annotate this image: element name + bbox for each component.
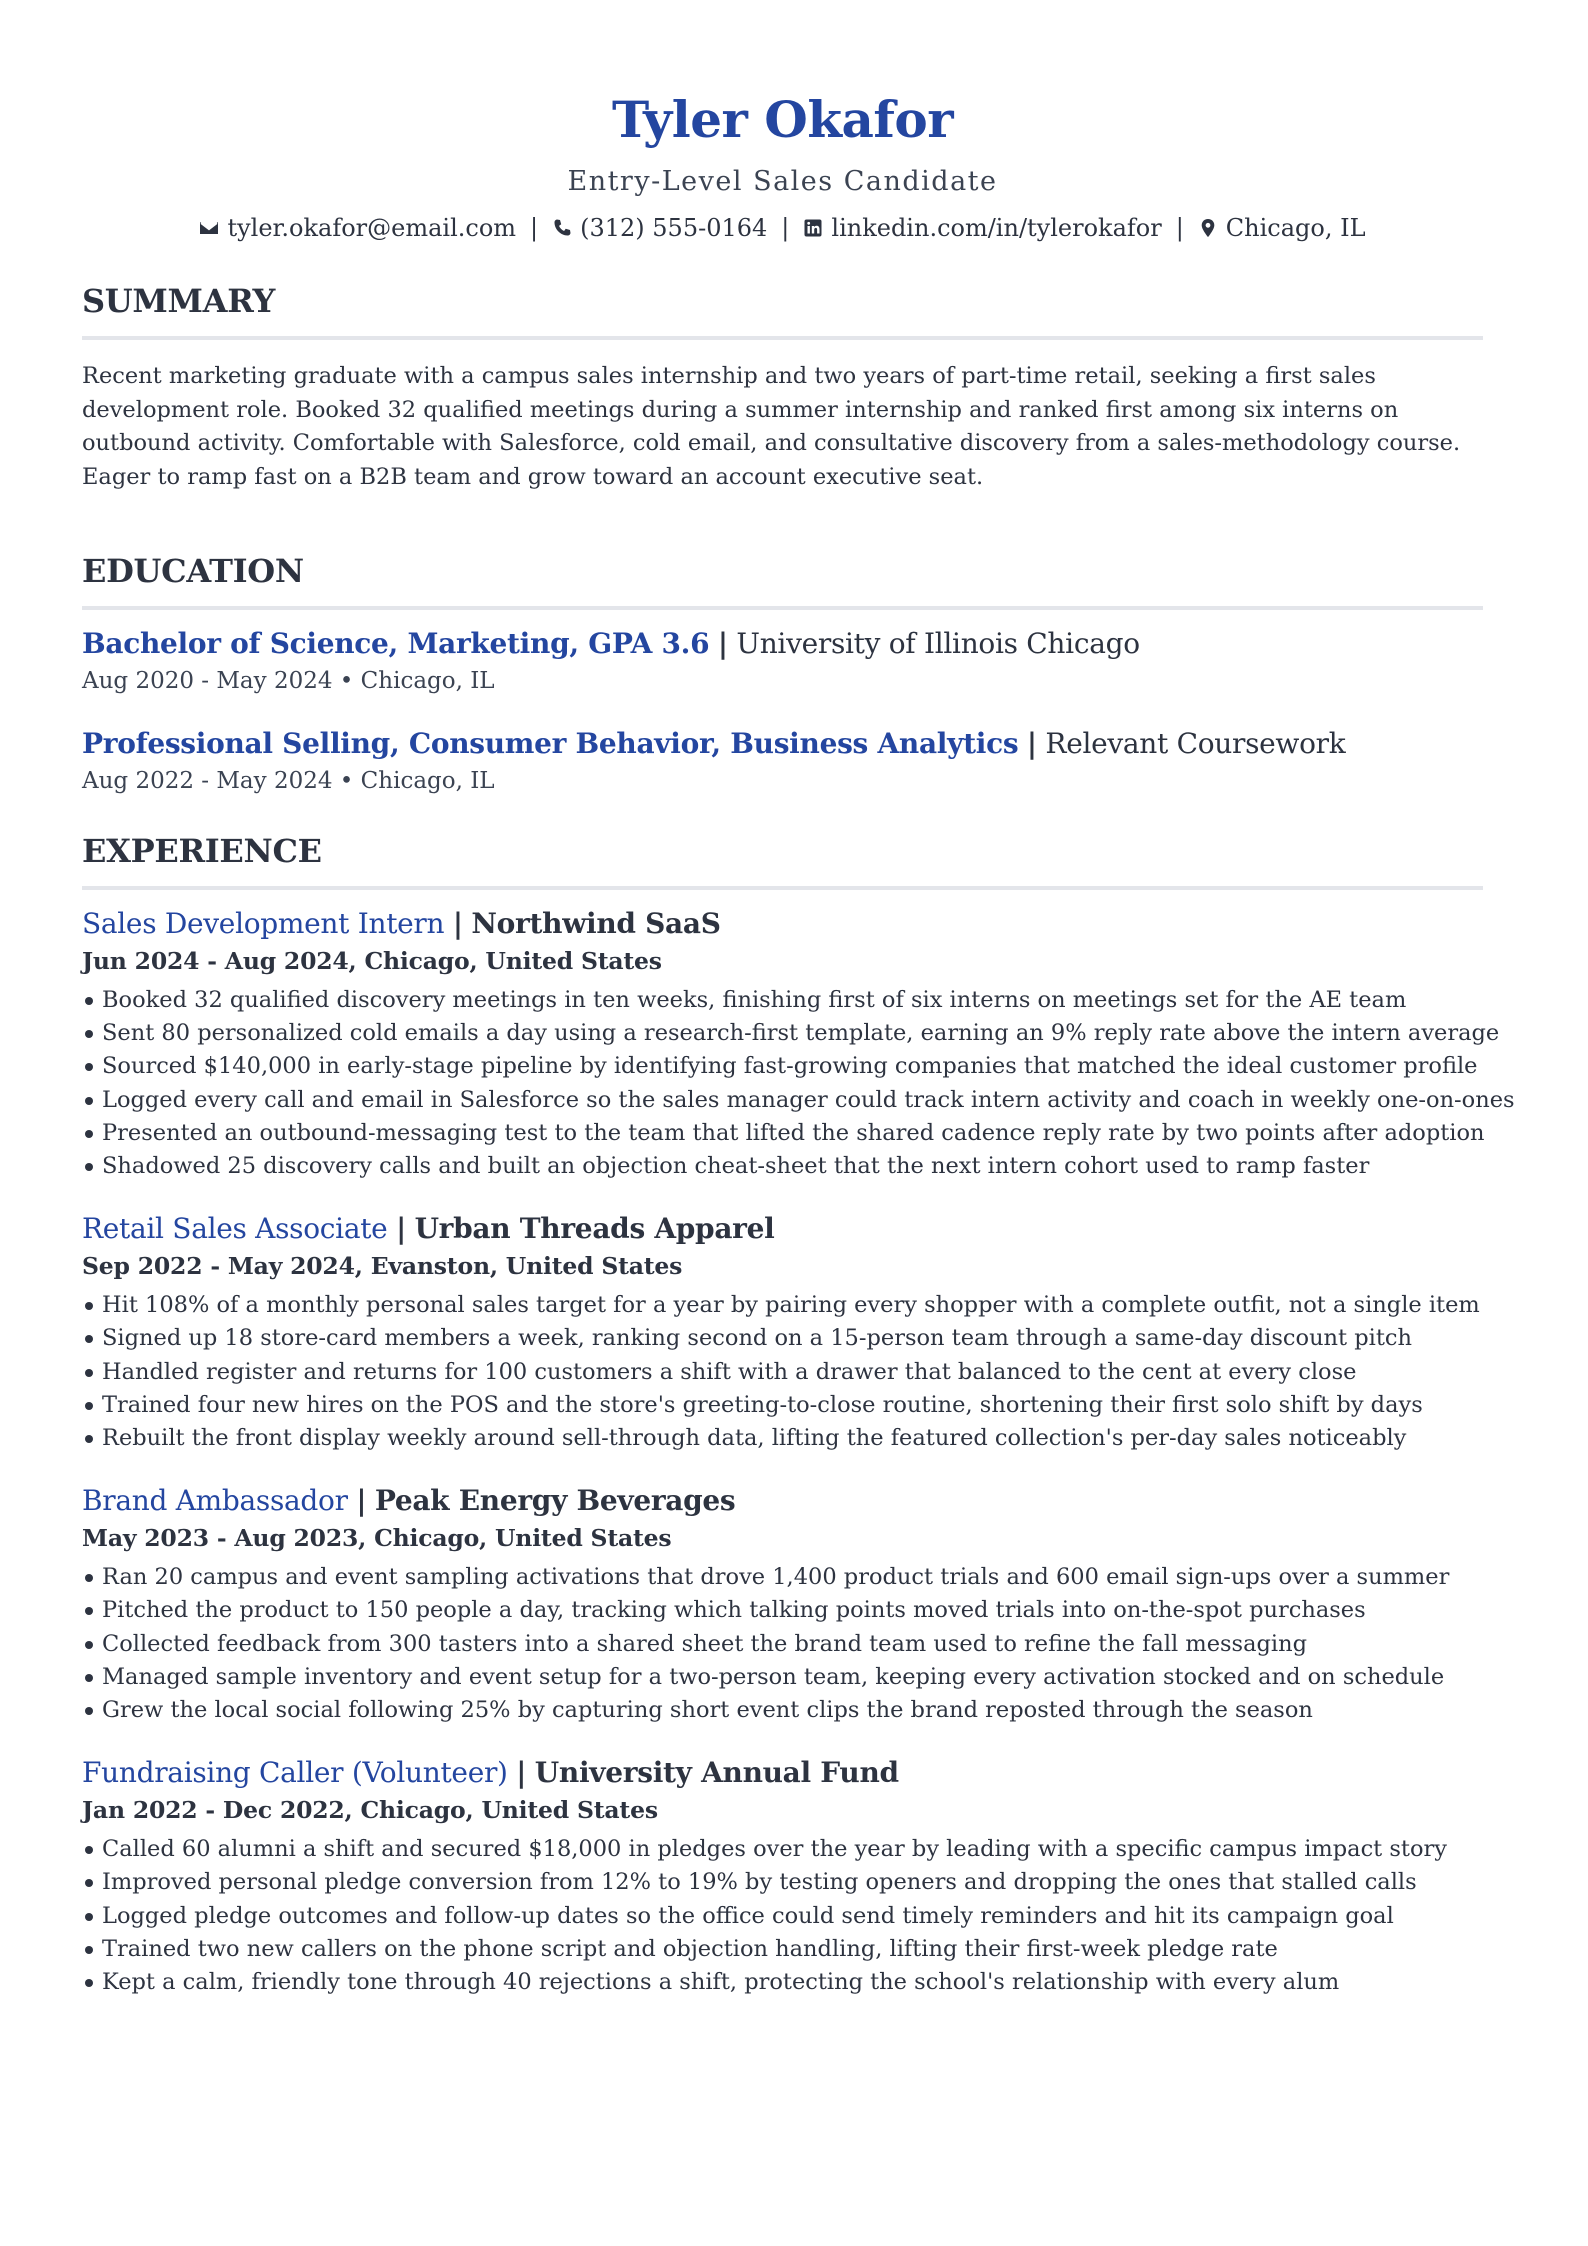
bullet-item: Logged every call and email in Salesforce so the sales manager could track intern activity and coach in weekly one-on-ones — [82, 1084, 1483, 1117]
company-name: Peak Energy Beverages — [374, 1484, 736, 1518]
section-title-education: EDUCATION — [82, 552, 304, 590]
contact-email[interactable] — [199, 210, 516, 246]
company-name: Northwind SaaS — [471, 907, 721, 940]
contact-separator: | — [781, 214, 790, 242]
bullet-item: Sourced $140,000 in early-stage pipeline by identifying fast-growing companies that matched the ideal customer profile — [82, 1050, 1483, 1083]
contact-linkedin-text: linkedin.com/in/tylerokafor — [831, 214, 1162, 242]
bullet-item: Presented an outbound-messaging test to the team that lifted the shared cadence reply rate by two points after adoption — [82, 1117, 1483, 1150]
company-name: Urban Threads Apparel — [414, 1212, 775, 1246]
phone-icon — [552, 218, 572, 238]
bullet-item: Trained four new hires on the POS and the store's greeting-to-close routine, shortening their first solo shift by days — [82, 1389, 1483, 1422]
title-separator: | — [717, 627, 728, 660]
candidate-tagline: Entry-Level Sales Candidate — [567, 166, 998, 197]
job-bullets — [82, 1833, 1483, 1999]
experience-entry — [82, 1209, 1483, 1455]
job-dates-location: Jan 2022 - Dec 2022, Chicago, United States — [82, 1796, 658, 1825]
bullet-item: Sent 80 personalized cold emails a day using a research-first template, earning an 9% reply rate above the intern average — [82, 1017, 1483, 1050]
job-dates-location: Sep 2022 - May 2024, Evanston, United States — [82, 1252, 683, 1281]
bullet-item: Grew the local social following 25% by capturing short event clips the brand reposted through the season — [82, 1694, 1483, 1727]
experience-entry — [82, 1481, 1483, 1727]
job-dates-location: Jun 2024 - Aug 2024, Chicago, United States — [82, 947, 662, 975]
bullet-item: Shadowed 25 discovery calls and built an objection cheat-sheet that the next intern cohort used to ramp faster — [82, 1150, 1483, 1183]
experience-entry-title — [82, 1753, 1483, 1793]
envelope-icon — [199, 218, 219, 238]
section-divider — [82, 606, 1483, 610]
education-entry-title — [82, 724, 1483, 764]
contact-separator: | — [1175, 214, 1184, 242]
title-separator: | — [356, 1484, 367, 1518]
linkedin-icon — [803, 218, 823, 238]
job-bullets — [82, 1289, 1483, 1455]
bullet-item: Signed up 18 store-card members a week, ranking second on a 15-person team through a same-day discount pitch — [82, 1322, 1483, 1355]
bullet-item: Hit 108% of a monthly personal sales target for a year by pairing every shopper with a complete outfit, not a single item — [82, 1289, 1483, 1322]
education-entry — [82, 624, 1483, 698]
candidate-name: Tyler Okafor — [611, 90, 954, 149]
education-school: Relevant Coursework — [1045, 727, 1346, 760]
contact-location-text: Chicago, IL — [1225, 214, 1366, 242]
experience-entry — [82, 904, 1515, 1183]
bullet-item: Logged pledge outcomes and follow-up dates so the office could send timely reminders and hit its campaign goal — [82, 1900, 1483, 1933]
contact-linkedin[interactable] — [803, 210, 1161, 246]
experience-section — [82, 828, 1515, 1999]
education-entry-title — [82, 624, 1483, 664]
bullet-item: Improved personal pledge conversion from 12% to 19% by testing openers and dropping the ones that stalled calls — [82, 1866, 1483, 1899]
job-title: Brand Ambassador — [82, 1484, 348, 1518]
section-title-experience: EXPERIENCE — [82, 832, 322, 870]
section-title-summary: SUMMARY — [82, 282, 276, 320]
contact-location — [1198, 210, 1366, 246]
job-title: Sales Development Intern — [82, 907, 445, 940]
title-separator: | — [452, 907, 463, 940]
job-dates-location: May 2023 - Aug 2023, Chicago, United States — [82, 1524, 672, 1553]
bullet-item: Managed sample inventory and event setup for a two-person team, keeping every activation stocked and on schedule — [82, 1661, 1483, 1694]
bullet-item: Ran 20 campus and event sampling activations that drove 1,400 product trials and 600 email sign-ups over a summer — [82, 1561, 1483, 1594]
experience-entry-title — [82, 1481, 1483, 1521]
bullet-item: Trained two new callers on the phone script and objection handling, lifting their first-week pledge rate — [82, 1933, 1483, 1966]
resume-header — [82, 84, 1483, 246]
experience-entry — [82, 1753, 1483, 1999]
job-title: Retail Sales Associate — [82, 1212, 388, 1246]
job-bullets — [82, 1561, 1483, 1727]
job-bullets — [82, 984, 1515, 1183]
bullet-item: Collected feedback from 300 tasters into a shared sheet the brand team used to refine the fall messaging — [82, 1628, 1483, 1661]
bullet-item: Handled register and returns for 100 customers a shift with a drawer that balanced to the cent at every close — [82, 1356, 1483, 1389]
summary-text: Recent marketing graduate with a campus sales internship and two years of part-time retail, seeking a first sales development role. Booked 32 qualified meetings during a summer internship and ranked first among six interns on outbound activity. Comfortable with Salesforce, cold email, and consultative discovery from a sales-methodology course. Eager to ramp fast on a B2B team and grow toward an account executive seat. — [82, 363, 1461, 490]
section-divider — [82, 336, 1483, 340]
education-dates-location: Aug 2022 - May 2024 • Chicago, IL — [82, 768, 495, 794]
contact-phone-text: (312) 555-0164 — [580, 214, 768, 242]
title-separator: | — [516, 1756, 527, 1790]
bullet-item: Kept a calm, friendly tone through 40 rejections a shift, protecting the school's relationship with every alum — [82, 1966, 1483, 1999]
education-section — [82, 548, 1483, 798]
title-separator: | — [396, 1212, 406, 1246]
contact-separator: | — [530, 214, 539, 242]
summary-section — [82, 278, 1483, 494]
education-entry — [82, 724, 1483, 798]
contact-phone[interactable] — [552, 210, 767, 246]
map-marker-icon — [1198, 218, 1218, 238]
bullet-item: Pitched the product to 150 people a day, tracking which talking points moved trials into on-the-spot purchases — [82, 1594, 1483, 1627]
contact-email-text: tyler.okafor@email.com — [227, 214, 517, 242]
experience-entry-title — [82, 1209, 1483, 1249]
bullet-item: Rebuilt the front display weekly around sell-through data, lifting the featured collection's per-day sales noticeably — [82, 1422, 1483, 1455]
bullet-item: Called 60 alumni a shift and secured $18,000 in pledges over the year by leading with a specific campus impact story — [82, 1833, 1483, 1866]
education-dates-location: Aug 2020 - May 2024 • Chicago, IL — [82, 668, 495, 694]
education-degree: Bachelor of Science, Marketing, GPA 3.6 — [82, 627, 710, 660]
company-name: University Annual Fund — [534, 1756, 899, 1790]
bullet-item: Booked 32 qualified discovery meetings in ten weeks, finishing first of six interns on meetings set for the AE team — [82, 984, 1483, 1017]
experience-entry-title — [82, 904, 1483, 944]
education-school: University of Illinois Chicago — [736, 627, 1140, 660]
job-title: Fundraising Caller (Volunteer) — [82, 1756, 508, 1790]
education-degree: Professional Selling, Consumer Behavior, Business Analytics — [82, 727, 1019, 760]
section-divider — [82, 886, 1483, 890]
contact-line — [82, 210, 1483, 246]
title-separator: | — [1026, 727, 1037, 760]
